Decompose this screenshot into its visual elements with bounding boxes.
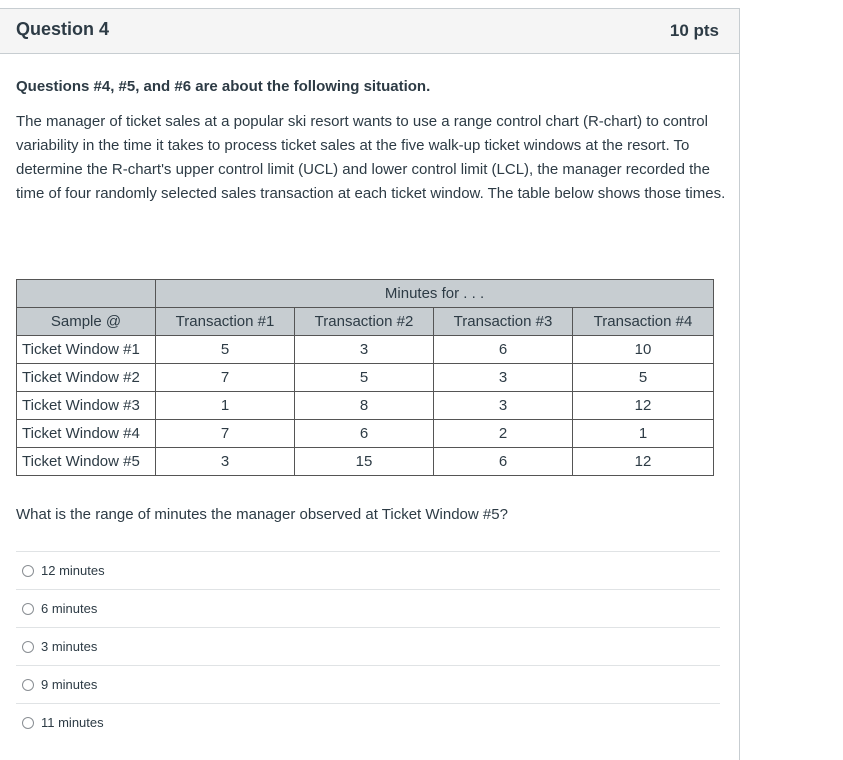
answer-option-9-minutes[interactable] xyxy=(16,665,720,703)
ticket-times-table xyxy=(16,279,714,476)
minutes-for-header: Minutes for . . . xyxy=(156,280,714,308)
answer-label: 9 minutes xyxy=(41,677,98,692)
table-cell: 15 xyxy=(295,448,434,476)
table-cell: 12 xyxy=(573,392,714,420)
question-points: 10 pts xyxy=(669,21,719,40)
answer-label: 3 minutes xyxy=(41,639,98,654)
situation-text: The manager of ticket sales at a popular ski resort wants to use a range control chart (R-chart) to control variability in the time it takes to process ticket sales at the five walk-up ticket windows at the resort. To determine the R-chart's upper control limit (UCL) and lower control limit (LCL), the manager recorded the time of four randomly selected sales transaction at each ticket window. The table below shows those times. xyxy=(16,113,726,202)
radio-button[interactable] xyxy=(22,679,34,691)
table-cell: 6 xyxy=(434,336,573,364)
question-prompt: What is the range of minutes the manager observed at Ticket Window #5? xyxy=(16,506,508,523)
table-row xyxy=(17,392,714,420)
table-cell: 1 xyxy=(156,392,295,420)
row-label: Ticket Window #1 xyxy=(17,336,156,364)
answer-label: 6 minutes xyxy=(41,601,98,616)
question-header xyxy=(0,9,739,54)
table-row xyxy=(17,420,714,448)
table-cell: 2 xyxy=(434,420,573,448)
table-cell: 3 xyxy=(156,448,295,476)
answer-label: 12 minutes xyxy=(41,563,105,578)
table-cell: 8 xyxy=(295,392,434,420)
table-cell: 5 xyxy=(156,336,295,364)
column-header: Transaction #4 xyxy=(573,308,714,336)
row-label: Ticket Window #2 xyxy=(17,364,156,392)
table-cell: 6 xyxy=(295,420,434,448)
table-row xyxy=(17,364,714,392)
table-cell: 6 xyxy=(434,448,573,476)
radio-button[interactable] xyxy=(22,717,34,729)
table-column-header-row xyxy=(17,308,714,336)
table-cell: 3 xyxy=(295,336,434,364)
row-label: Ticket Window #5 xyxy=(17,448,156,476)
row-label: Ticket Window #3 xyxy=(17,392,156,420)
column-header: Transaction #1 xyxy=(156,308,295,336)
sample-header: Sample @ xyxy=(17,308,156,336)
table-corner-cell xyxy=(17,280,156,308)
answer-option-11-minutes[interactable] xyxy=(16,703,720,741)
question-title: Question 4 xyxy=(16,19,110,39)
table-cell: 1 xyxy=(573,420,714,448)
table-row xyxy=(17,448,714,476)
question-intro: Questions #4, #5, and #6 are about the following situation. xyxy=(16,78,431,95)
answer-option-6-minutes[interactable] xyxy=(16,589,720,627)
table-cell: 7 xyxy=(156,364,295,392)
table-cell: 7 xyxy=(156,420,295,448)
row-label: Ticket Window #4 xyxy=(17,420,156,448)
answer-label: 11 minutes xyxy=(41,715,104,730)
answer-option-12-minutes[interactable] xyxy=(16,551,720,589)
table-cell: 5 xyxy=(295,364,434,392)
table-cell: 10 xyxy=(573,336,714,364)
table-cell: 5 xyxy=(573,364,714,392)
radio-button[interactable] xyxy=(22,641,34,653)
column-header: Transaction #3 xyxy=(434,308,573,336)
table-cell: 12 xyxy=(573,448,714,476)
table-group-header-row xyxy=(17,280,714,308)
answer-option-3-minutes[interactable] xyxy=(16,627,720,665)
table-row xyxy=(17,336,714,364)
radio-button[interactable] xyxy=(22,603,34,615)
answer-list xyxy=(16,551,720,741)
radio-button[interactable] xyxy=(22,565,34,577)
column-header: Transaction #2 xyxy=(295,308,434,336)
table-cell: 3 xyxy=(434,392,573,420)
table-cell: 3 xyxy=(434,364,573,392)
